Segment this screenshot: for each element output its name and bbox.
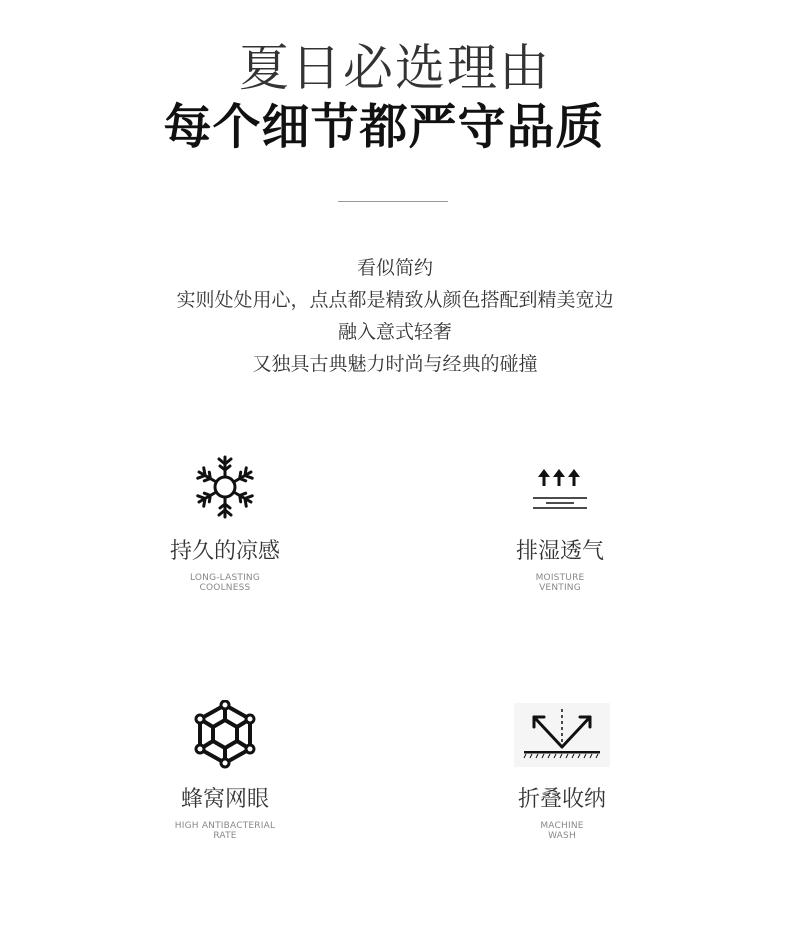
description-line: 实则处处用心，点点都是精致从颜色搭配到精美宽边 <box>176 289 614 311</box>
feature-moisture <box>450 452 670 593</box>
feature-en-label: LONG-LASTING COOLNESS <box>189 573 261 593</box>
feature-honeycomb <box>115 700 335 841</box>
description-line: 看似简约 <box>356 257 433 279</box>
moisture-vent-icon <box>450 452 670 522</box>
page-subtitle: 每个细节都严守品质 <box>163 99 605 155</box>
description-line: 融入意式轻奢 <box>337 321 452 343</box>
feature-en-label: MOISTURE VENTING <box>535 573 585 593</box>
fold-reflect-icon <box>452 700 672 770</box>
description-block <box>0 252 790 380</box>
snowflake-icon <box>115 452 335 522</box>
feature-en-label: MACHINE WASH <box>540 821 584 841</box>
feature-name: 排湿透气 <box>515 539 604 564</box>
feature-fold <box>452 700 672 841</box>
divider <box>338 201 448 202</box>
feature-cooling <box>115 452 335 593</box>
feature-name: 蜂窝网眼 <box>180 787 269 812</box>
feature-name: 持久的凉感 <box>169 539 280 564</box>
feature-name: 折叠收纳 <box>517 787 606 812</box>
page-title: 夏日必选理由 <box>239 39 551 97</box>
description-line: 又独具古典魅力时尚与经典的碰撞 <box>252 353 538 375</box>
feature-en-label: HIGH ANTIBACTERIAL RATE <box>174 821 276 841</box>
honeycomb-icon <box>115 700 335 770</box>
